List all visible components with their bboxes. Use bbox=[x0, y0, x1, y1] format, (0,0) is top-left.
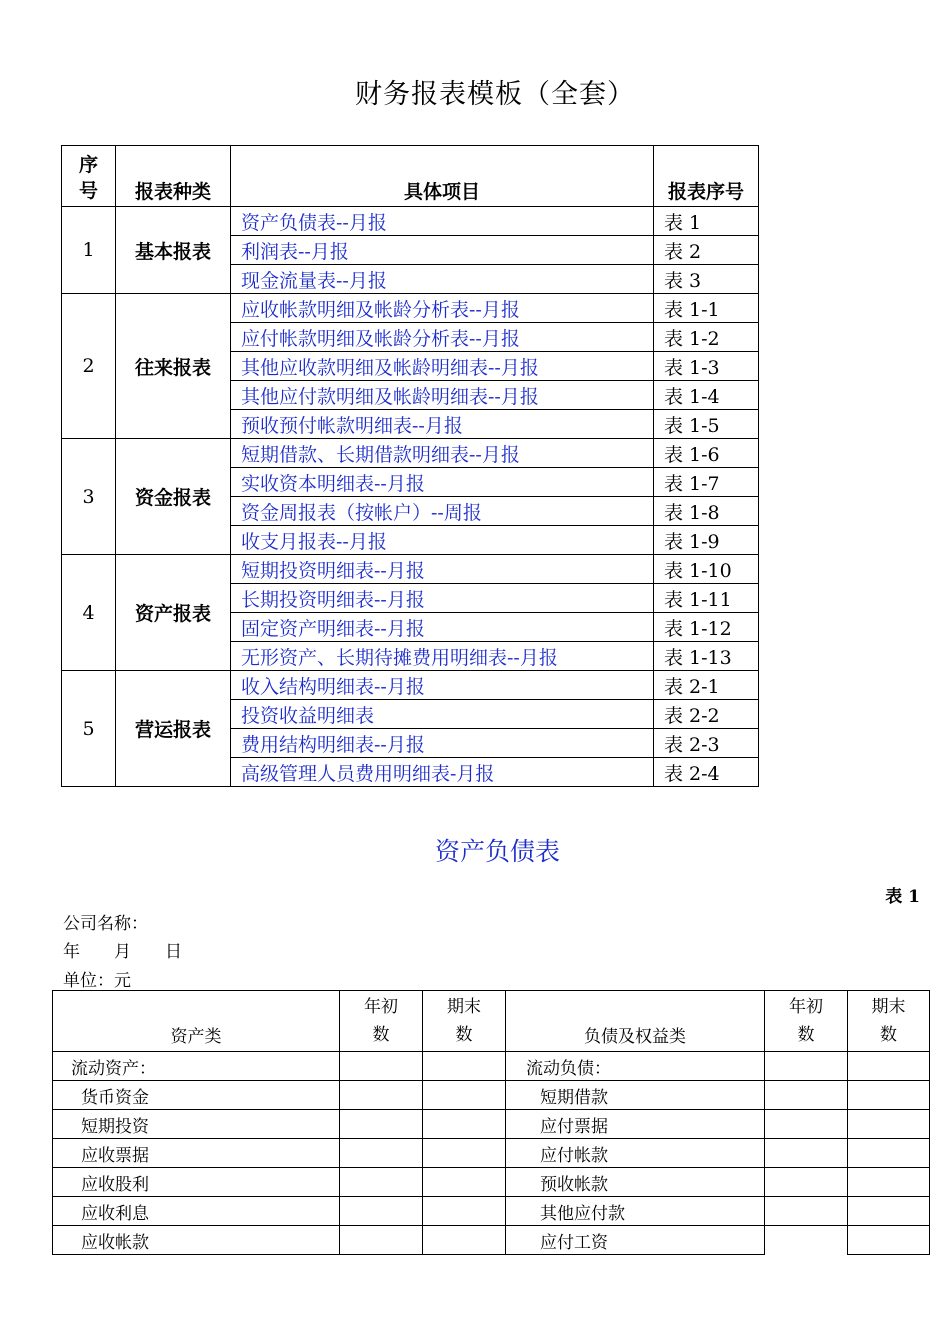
liability-end-value[interactable] bbox=[848, 1052, 930, 1081]
asset-end-value[interactable] bbox=[423, 1197, 506, 1226]
index-header-row bbox=[62, 146, 759, 207]
date-label: 年 月 日 bbox=[63, 942, 182, 962]
asset-begin-value[interactable] bbox=[340, 1110, 423, 1139]
report-item-link[interactable]: 收入结构明细表--月报 bbox=[231, 671, 654, 700]
balance-sheet-row bbox=[53, 1110, 930, 1139]
group-category: 资产报表 bbox=[116, 555, 231, 671]
report-table-no: 表 1-6 bbox=[654, 439, 759, 468]
header-begin2 bbox=[765, 991, 848, 1052]
liability-begin-value[interactable] bbox=[765, 1139, 848, 1168]
liability-begin-value[interactable] bbox=[765, 1197, 848, 1226]
group-seq: 4 bbox=[62, 555, 116, 671]
report-item-link[interactable]: 资产负债表--月报 bbox=[231, 207, 654, 236]
report-item-link[interactable]: 收支月报表--月报 bbox=[231, 526, 654, 555]
group-category: 营运报表 bbox=[116, 671, 231, 787]
group-category: 资金报表 bbox=[116, 439, 231, 555]
report-item-link[interactable]: 短期投资明细表--月报 bbox=[231, 555, 654, 584]
asset-begin-value[interactable] bbox=[340, 1081, 423, 1110]
liability-end-value[interactable] bbox=[848, 1197, 930, 1226]
header-liabilities: 负债及权益类 bbox=[506, 991, 765, 1052]
header-begin-text: 年初数 bbox=[363, 997, 398, 1045]
report-table-no: 表 1-2 bbox=[654, 323, 759, 352]
header-begin2-text: 年初数 bbox=[788, 997, 823, 1045]
liability-begin-value[interactable] bbox=[765, 1052, 848, 1081]
balance-sheet-row bbox=[53, 1226, 930, 1255]
balance-sheet-table bbox=[52, 990, 930, 1255]
report-table-no: 表 3 bbox=[654, 265, 759, 294]
report-item-link[interactable]: 其他应付款明细及帐龄明细表--月报 bbox=[231, 381, 654, 410]
group-seq: 5 bbox=[62, 671, 116, 787]
group-category: 基本报表 bbox=[116, 207, 231, 294]
header-end2-text: 期末数 bbox=[871, 997, 906, 1045]
asset-label: 短期投资 bbox=[53, 1110, 340, 1139]
balance-sheet-table-no: 表 1 bbox=[885, 887, 920, 907]
asset-end-value[interactable] bbox=[423, 1139, 506, 1168]
index-row bbox=[62, 671, 759, 700]
report-table-no: 表 2-3 bbox=[654, 729, 759, 758]
liability-begin-value[interactable] bbox=[765, 1226, 848, 1255]
asset-end-value[interactable] bbox=[423, 1168, 506, 1197]
index-row bbox=[62, 439, 759, 468]
report-item-link[interactable]: 无形资产、长期待摊费用明细表--月报 bbox=[231, 642, 654, 671]
header-end bbox=[423, 991, 506, 1052]
report-table-no: 表 1 bbox=[654, 207, 759, 236]
header-item: 具体项目 bbox=[231, 146, 654, 207]
asset-begin-value[interactable] bbox=[340, 1226, 423, 1255]
header-end2 bbox=[848, 991, 930, 1052]
asset-begin-value[interactable] bbox=[340, 1052, 423, 1081]
asset-label: 应收股利 bbox=[53, 1168, 340, 1197]
report-item-link[interactable]: 实收资本明细表--月报 bbox=[231, 468, 654, 497]
unit-label: 单位：元 bbox=[63, 971, 131, 991]
group-category: 往来报表 bbox=[116, 294, 231, 439]
asset-begin-value[interactable] bbox=[340, 1168, 423, 1197]
asset-begin-value[interactable] bbox=[340, 1197, 423, 1226]
header-begin bbox=[340, 991, 423, 1052]
report-table-no: 表 1-7 bbox=[654, 468, 759, 497]
liability-end-value[interactable] bbox=[848, 1226, 930, 1255]
index-row bbox=[62, 555, 759, 584]
balance-sheet-row bbox=[53, 1052, 930, 1081]
liability-begin-value[interactable] bbox=[765, 1168, 848, 1197]
report-table-no: 表 2-1 bbox=[654, 671, 759, 700]
report-item-link[interactable]: 长期投资明细表--月报 bbox=[231, 584, 654, 613]
report-table-no: 表 1-8 bbox=[654, 497, 759, 526]
index-row bbox=[62, 294, 759, 323]
header-assets: 资产类 bbox=[53, 991, 340, 1052]
asset-label: 应收帐款 bbox=[53, 1226, 340, 1255]
report-table-no: 表 2-4 bbox=[654, 758, 759, 787]
balance-sheet-header-row bbox=[53, 991, 930, 1052]
group-seq: 1 bbox=[62, 207, 116, 294]
asset-label: 货币资金 bbox=[53, 1081, 340, 1110]
header-category: 报表种类 bbox=[116, 146, 231, 207]
asset-label: 应收利息 bbox=[53, 1197, 340, 1226]
liability-label: 流动负债： bbox=[506, 1052, 765, 1081]
header-table-no: 报表序号 bbox=[654, 146, 759, 207]
report-table-no: 表 2 bbox=[654, 236, 759, 265]
report-table-no: 表 1-5 bbox=[654, 410, 759, 439]
report-table-no: 表 1-4 bbox=[654, 381, 759, 410]
liability-label: 其他应付款 bbox=[506, 1197, 765, 1226]
liability-label: 应付帐款 bbox=[506, 1139, 765, 1168]
report-item-link[interactable]: 现金流量表--月报 bbox=[231, 265, 654, 294]
report-item-link[interactable]: 预收预付帐款明细表--月报 bbox=[231, 410, 654, 439]
report-table-no: 表 1-3 bbox=[654, 352, 759, 381]
report-table-no: 表 1-13 bbox=[654, 642, 759, 671]
liability-label: 短期借款 bbox=[506, 1081, 765, 1110]
balance-sheet-row bbox=[53, 1081, 930, 1110]
liability-label: 应付票据 bbox=[506, 1110, 765, 1139]
report-table-no: 表 1-11 bbox=[654, 584, 759, 613]
report-table-no: 表 1-12 bbox=[654, 613, 759, 642]
company-name-label: 公司名称： bbox=[63, 914, 148, 934]
report-table-no: 表 2-2 bbox=[654, 700, 759, 729]
report-table-no: 表 1-1 bbox=[654, 294, 759, 323]
group-seq: 3 bbox=[62, 439, 116, 555]
report-item-link[interactable]: 其他应收款明细及帐龄明细表--月报 bbox=[231, 352, 654, 381]
report-item-link[interactable]: 利润表--月报 bbox=[231, 236, 654, 265]
balance-sheet-row bbox=[53, 1139, 930, 1168]
report-index-table bbox=[61, 145, 759, 787]
asset-begin-value[interactable] bbox=[340, 1139, 423, 1168]
liability-begin-value[interactable] bbox=[765, 1081, 848, 1110]
asset-end-value[interactable] bbox=[423, 1226, 506, 1255]
asset-end-value[interactable] bbox=[423, 1110, 506, 1139]
index-row bbox=[62, 207, 759, 236]
balance-sheet-title: 资产负债表 bbox=[434, 837, 560, 866]
asset-end-value[interactable] bbox=[423, 1081, 506, 1110]
report-table-no: 表 1-10 bbox=[654, 555, 759, 584]
balance-sheet-row bbox=[53, 1168, 930, 1197]
liability-end-value[interactable] bbox=[848, 1081, 930, 1110]
report-item-link[interactable]: 短期借款、长期借款明细表--月报 bbox=[231, 439, 654, 468]
page-title: 财务报表模板（全套） bbox=[355, 79, 635, 110]
report-item-link[interactable]: 应付帐款明细及帐龄分析表--月报 bbox=[231, 323, 654, 352]
report-table-no: 表 1-9 bbox=[654, 526, 759, 555]
liability-begin-value[interactable] bbox=[765, 1110, 848, 1139]
report-item-link[interactable]: 投资收益明细表 bbox=[231, 700, 654, 729]
asset-end-value[interactable] bbox=[423, 1052, 506, 1081]
group-seq: 2 bbox=[62, 294, 116, 439]
liability-end-value[interactable] bbox=[848, 1139, 930, 1168]
report-item-link[interactable]: 应收帐款明细及帐龄分析表--月报 bbox=[231, 294, 654, 323]
liability-end-value[interactable] bbox=[848, 1168, 930, 1197]
asset-label: 应收票据 bbox=[53, 1139, 340, 1168]
header-seq: 序 号 bbox=[62, 146, 116, 207]
asset-label: 流动资产： bbox=[53, 1052, 340, 1081]
report-item-link[interactable]: 高级管理人员费用明细表-月报 bbox=[231, 758, 654, 787]
liability-label: 应付工资 bbox=[506, 1226, 765, 1255]
header-end-text: 期末数 bbox=[446, 997, 481, 1045]
report-item-link[interactable]: 资金周报表（按帐户）--周报 bbox=[231, 497, 654, 526]
balance-sheet-row bbox=[53, 1197, 930, 1226]
liability-label: 预收帐款 bbox=[506, 1168, 765, 1197]
report-item-link[interactable]: 费用结构明细表--月报 bbox=[231, 729, 654, 758]
report-item-link[interactable]: 固定资产明细表--月报 bbox=[231, 613, 654, 642]
liability-end-value[interactable] bbox=[848, 1110, 930, 1139]
